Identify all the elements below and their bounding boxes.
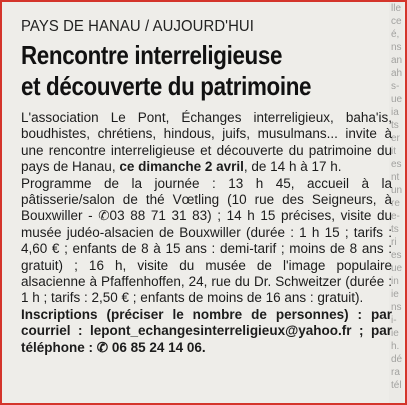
adjacent-column-text: ns <box>391 302 402 313</box>
headline-line-1: Rencontre interreligieuse <box>21 40 283 70</box>
adjacent-column-text: ts <box>391 224 399 235</box>
adjacent-column-text: ra <box>391 367 400 378</box>
adjacent-column-text: h. <box>391 341 400 352</box>
programme-paragraph: Programme de la journée : 13 h 45, accueil à la pâtisserie/salon de thé Vœtling (10 rue des Seigneurs, à Bouxwiller - ✆03 88 71 31 83) ; 14 h 15 précises, visite du musée judéo-alsacien de Bouxwiller (durée : 1 h 15 ; tarifs : 4,60 € ; enfants de 8 à 15 ans : demi-tarif ; moins de 8 ans : gratuit) ; 16 h, visite du musée de l'image populaire alsacienne à Pfaffenhoffen, 24, rue du Dr. Schweitzer (durée : 1 h ; tarifs : 2,50 € ; enfants de moins de 16 ans : gratuit). <box>21 175 392 306</box>
adjacent-column-text: ie <box>391 289 399 300</box>
intro-time: , de 14 h à 17 h. <box>243 159 342 175</box>
adjacent-column-text: an <box>391 55 403 66</box>
section-rubric: PAYS DE HANAU / AUJOURD'HUI <box>21 18 255 35</box>
adjacent-column-text: ue <box>391 94 403 105</box>
adjacent-column-text: é, <box>391 29 400 40</box>
adjacent-column-text: ah <box>391 68 403 79</box>
adjacent-column-text: ts <box>391 120 399 131</box>
adjacent-column-text: es <box>391 250 402 261</box>
adjacent-column-text: dé <box>391 354 403 365</box>
adjacent-column-text: lle <box>391 3 402 14</box>
adjacent-column-text: er <box>391 133 400 144</box>
adjacent-column-text: e- <box>391 211 400 222</box>
adjacent-column-text: i- <box>391 315 397 326</box>
adjacent-column-text: es <box>391 159 402 170</box>
article <box>21 18 392 356</box>
adjacent-column-text: ia <box>391 107 399 118</box>
adjacent-column-text: ue <box>391 263 403 274</box>
adjacent-column-text: re <box>391 198 400 209</box>
intro-text: L'association Le Pont, Échanges interreligieux, baha'is, boudhistes, chrétiens, hindous, juifs, musulmans... invite à une rencontre interreligieuse et découverte du patrimoine du pays de Hanau, <box>21 110 392 175</box>
adjacent-column-text: tél <box>391 380 402 391</box>
adjacent-column-text: nt <box>391 172 400 183</box>
intro-paragraph <box>21 110 392 176</box>
adjacent-column-text: in <box>391 276 399 287</box>
adjacent-column-text: un <box>391 185 403 196</box>
adjacent-column-text: ri <box>391 237 397 248</box>
inscriptions-paragraph: Inscriptions (préciser le nombre de personnes) : par courriel : lepont_echangesinterreligieux@yahoo.fr ; par téléphone : ✆ 06 85 24 14 06. <box>21 306 392 355</box>
event-date: ce dimanche 2 avril <box>119 159 244 175</box>
article-body <box>21 110 392 356</box>
headline-line-2: et découverte du patrimoine <box>21 71 312 101</box>
adjacent-column-text: it <box>391 146 396 157</box>
adjacent-column-text: ce <box>391 16 402 27</box>
article-headline <box>21 40 340 102</box>
adjacent-column-text: ns <box>391 42 402 53</box>
adjacent-column-text: s- <box>391 81 400 92</box>
adjacent-column-text: ie <box>391 328 399 339</box>
